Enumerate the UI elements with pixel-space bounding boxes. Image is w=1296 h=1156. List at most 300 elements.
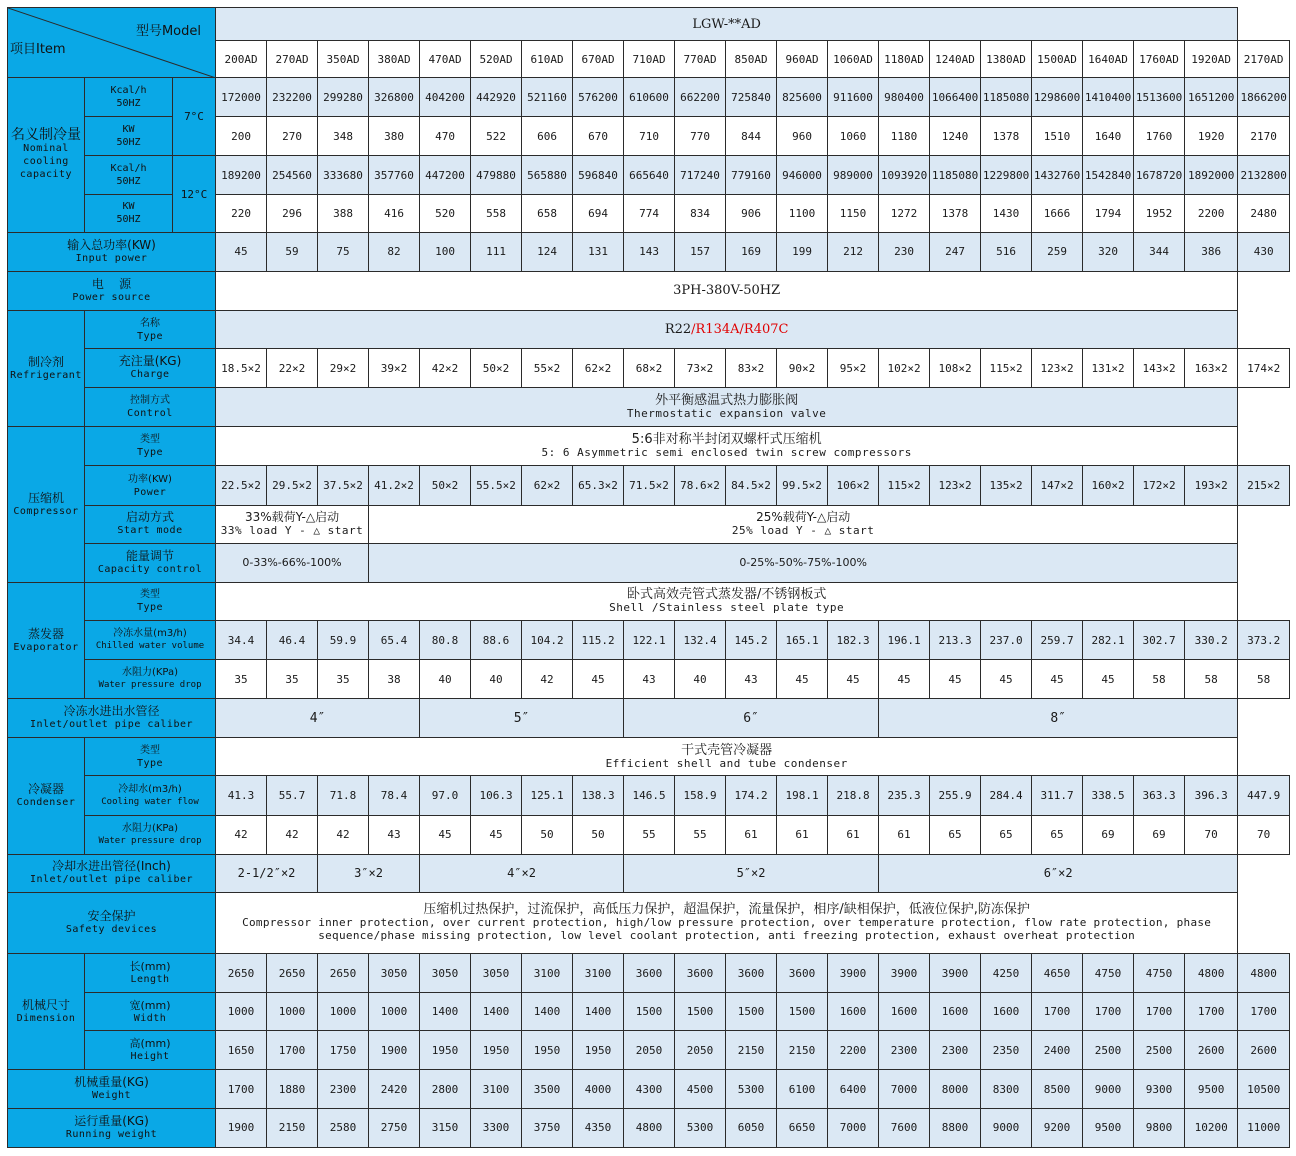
- charge-cell: 102×2: [879, 349, 930, 388]
- cooling-kcal-7-cell: 442920: [471, 78, 522, 117]
- condenser-drop-cell: 70: [1185, 815, 1238, 854]
- weight-cell: 1880: [267, 1070, 318, 1108]
- start-mode-a-en: 33% load Y - △ start: [220, 524, 364, 538]
- cooling-kcal-12-cell: 254560: [267, 156, 318, 194]
- cooling-kcal-12-cell: 779160: [726, 156, 777, 194]
- compressor-power-label: [85, 466, 216, 505]
- temp-12-label: 12°C: [173, 156, 216, 232]
- input-power-cell: 100: [420, 232, 471, 271]
- running-weight-label-cn: 运行重量(KG): [74, 1113, 149, 1128]
- compressor-power-cell: 22.5×2: [216, 466, 267, 505]
- weight-cell: 5300: [726, 1070, 777, 1108]
- cooling-kcal-12-cell: 1432760: [1032, 156, 1083, 194]
- evaporator-flow-cell: 104.2: [522, 620, 573, 659]
- input-power-cell: 516: [981, 232, 1032, 271]
- evaporator-flow-cell: 132.4: [675, 620, 726, 659]
- cooling-kw-12-cell: 694: [573, 194, 624, 232]
- cooling-kw-7-cell: 670: [573, 117, 624, 156]
- model-cell: 610AD: [522, 41, 573, 78]
- running-weight-cell: 5300: [675, 1108, 726, 1147]
- charge-cell: 163×2: [1185, 349, 1238, 388]
- corner-header: [8, 8, 216, 78]
- cooling-kw-12-cell: 1794: [1083, 194, 1134, 232]
- charge-cell: 42×2: [420, 349, 471, 388]
- condenser-flow-cell: 158.9: [675, 776, 726, 815]
- compressor-power-cell: 115×2: [879, 466, 930, 505]
- control-value-cn: 外平衡感温式热力膨胀阀: [655, 393, 799, 409]
- condenser-drop-cn: 水阻力(KPa): [121, 822, 179, 834]
- compressor-power-cell: 106×2: [828, 466, 879, 505]
- width-cell: 1400: [573, 993, 624, 1031]
- condenser-type-value-en: Efficient shell and tube condenser: [605, 756, 848, 770]
- condenser-flow-en: Cooling water flow: [101, 796, 199, 807]
- condenser-flow-cn: 冷却水(m3/h): [118, 783, 182, 795]
- power-source-label: [8, 271, 216, 310]
- running-weight-cell: 3150: [420, 1108, 471, 1147]
- evaporator-type-en: Type: [136, 602, 164, 614]
- height-cell: 1700: [267, 1031, 318, 1070]
- height-cell: 1950: [420, 1031, 471, 1070]
- evaporator-drop-cell: 35: [267, 660, 318, 699]
- safety-value-en-1: Compressor inner protection, over current protection, high/low pressure protection, over temperature protection, flow rate protection, phase: [242, 916, 1212, 930]
- control-label: [85, 388, 216, 427]
- compressor-power-cell: 147×2: [1032, 466, 1083, 505]
- evaporator-drop-cell: 45: [1083, 660, 1134, 699]
- cooling-kcal-12-cell: 447200: [420, 156, 471, 194]
- dimension-width-row: [8, 993, 1290, 1031]
- model-cell: 380AD: [369, 41, 420, 78]
- model-cell: 960AD: [777, 41, 828, 78]
- length-cell: 2650: [267, 954, 318, 993]
- model-cell: 710AD: [624, 41, 675, 78]
- height-cell: 2500: [1134, 1031, 1185, 1070]
- evaporator-label-cn: 蒸发器: [27, 626, 64, 641]
- chilled-pipe-5: 5″: [420, 699, 624, 738]
- compressor-power-cell: 78.6×2: [675, 466, 726, 505]
- input-power-cell: 230: [879, 232, 930, 271]
- running-weight-cell: 11000: [1238, 1108, 1290, 1147]
- cooling-kw-7-cell: 348: [318, 117, 369, 156]
- refrigerant-label: [8, 310, 85, 426]
- start-mode-a: [216, 505, 369, 543]
- cooling-kw-12-cell: 1100: [777, 194, 828, 232]
- chilled-pipe-row: [8, 699, 1290, 738]
- cooling-kcal-7-cell: 576200: [573, 78, 624, 117]
- input-power-cell: 45: [216, 232, 267, 271]
- dimension-height-row: [8, 1031, 1290, 1070]
- height-cell: 1900: [369, 1031, 420, 1070]
- width-cell: 1400: [420, 993, 471, 1031]
- condenser-flow-cell: 125.1: [522, 776, 573, 815]
- weight-cell: 2800: [420, 1070, 471, 1108]
- capacity-control-cn: 能量调节: [126, 548, 175, 563]
- dimension-length-row: [8, 954, 1290, 993]
- condenser-type-value: [216, 738, 1238, 776]
- cooling-kcal-7-cell: 1513600: [1134, 78, 1185, 117]
- evaporator-drop-label: [85, 660, 216, 699]
- cooling-pipe-label-cn: 冷却水进出管径(Inch): [52, 859, 171, 874]
- safety-value-cn: 压缩机过热保护，过流保护，高低压力保护，超温保护，流量保护，相序/缺相保护，低液位保护,防冻保护: [423, 902, 1030, 918]
- weight-label-en: Weight: [91, 1090, 132, 1101]
- evaporator-flow-cell: 88.6: [471, 620, 522, 659]
- length-cell: 4800: [1185, 954, 1238, 993]
- width-cell: 1000: [318, 993, 369, 1031]
- evaporator-type-row: [8, 582, 1290, 620]
- running-weight-cell: 2750: [369, 1108, 420, 1147]
- evaporator-drop-cell: 40: [471, 660, 522, 699]
- evaporator-flow-cell: 302.7: [1134, 620, 1185, 659]
- cooling-kcal-12-cell: 2132800: [1238, 156, 1290, 194]
- compressor-power-cell: 50×2: [420, 466, 471, 505]
- cooling-kcal-7-cell: 404200: [420, 78, 471, 117]
- compressor-type-value: [216, 427, 1238, 466]
- height-cell: 2150: [777, 1031, 828, 1070]
- start-mode-b-en: 25% load Y - △ start: [731, 524, 875, 538]
- evaporator-flow-cell: 196.1: [879, 620, 930, 659]
- running-weight-row: [8, 1108, 1290, 1147]
- weight-cell: 9500: [1185, 1070, 1238, 1108]
- cooling-kcal-7-cell: 232200: [267, 78, 318, 117]
- cooling-kcal-7-cell: 172000: [216, 78, 267, 117]
- width-cell: 1700: [1238, 993, 1290, 1031]
- height-cell: 2150: [726, 1031, 777, 1070]
- compressor-power-cell: 41.2×2: [369, 466, 420, 505]
- running-weight-cell: 3300: [471, 1108, 522, 1147]
- model-cell: 850AD: [726, 41, 777, 78]
- cooling-label-en-3: capacity: [19, 168, 73, 180]
- cooling-kcal-7-cell: 1185080: [981, 78, 1032, 117]
- condenser-drop-cell: 61: [828, 815, 879, 854]
- compressor-type-en: Type: [136, 447, 164, 459]
- length-cell: 3600: [624, 954, 675, 993]
- cooling-kw-12-cell: 1378: [930, 194, 981, 232]
- running-weight-cell: 3750: [522, 1108, 573, 1147]
- length-label: [85, 954, 216, 993]
- compressor-power-cell: 215×2: [1238, 466, 1290, 505]
- input-power-cell: 320: [1083, 232, 1134, 271]
- condenser-drop-cell: 61: [726, 815, 777, 854]
- capacity-control-a: 0-33%-66%-100%: [216, 543, 369, 582]
- cooling-pipe-label-en: Inlet/outlet pipe caliber: [30, 874, 194, 886]
- input-power-cell: 111: [471, 232, 522, 271]
- power-source-row: [8, 271, 1290, 310]
- height-cell: 1950: [471, 1031, 522, 1070]
- input-power-cell: 157: [675, 232, 726, 271]
- condenser-drop-cell: 55: [675, 815, 726, 854]
- condenser-flow-cell: 174.2: [726, 776, 777, 815]
- model-label: 型号Model: [135, 24, 202, 39]
- condenser-drop-cell: 70: [1238, 815, 1290, 854]
- evaporator-flow-cell: 115.2: [573, 620, 624, 659]
- width-label-cn: 宽(mm): [129, 998, 171, 1012]
- evaporator-flow-cell: 237.0: [981, 620, 1032, 659]
- input-power-cell: 169: [726, 232, 777, 271]
- cooling-pipe-5: 5″×2: [624, 854, 879, 892]
- length-cell: 3600: [675, 954, 726, 993]
- kcal-7-label: [85, 78, 173, 117]
- dimension-label-en: Dimension: [16, 1012, 76, 1024]
- evaporator-flow-cell: 80.8: [420, 620, 471, 659]
- width-cell: 1600: [930, 993, 981, 1031]
- compressor-power-cell: 37.5×2: [318, 466, 369, 505]
- evaporator-drop-cell: 45: [777, 660, 828, 699]
- running-weight-label-en: Running weight: [65, 1128, 158, 1140]
- cooling-kcal-12-cell: 333680: [318, 156, 369, 194]
- cooling-label-cn: 名义制冷量: [11, 126, 81, 143]
- weight-row: [8, 1070, 1290, 1108]
- weight-cell: 1700: [216, 1070, 267, 1108]
- evaporator-drop-cell: 58: [1185, 660, 1238, 699]
- spec-table: [7, 7, 1290, 1148]
- cooling-pipe-2-5: 2-1/2″×2: [216, 854, 318, 892]
- width-cell: 1700: [1032, 993, 1083, 1031]
- compressor-label-en: Compressor: [13, 505, 79, 517]
- weight-cell: 10500: [1238, 1070, 1290, 1108]
- capacity-control-en: Capacity control: [97, 563, 203, 575]
- hz-unit: 50HZ: [116, 137, 141, 149]
- input-power-cell: 430: [1238, 232, 1290, 271]
- charge-cell: 29×2: [318, 349, 369, 388]
- chilled-pipe-6: 6″: [624, 699, 879, 738]
- control-label-cn: 控制方式: [130, 395, 170, 407]
- cooling-kcal-12-cell: 1229800: [981, 156, 1032, 194]
- weight-cell: 8300: [981, 1070, 1032, 1108]
- compressor-label: [8, 427, 85, 583]
- cooling-kcal-7-cell: 610600: [624, 78, 675, 117]
- length-cell: 3050: [369, 954, 420, 993]
- start-mode-en: Start mode: [117, 525, 183, 537]
- safety-label-cn: 安全保护: [87, 908, 136, 923]
- length-cell: 3100: [522, 954, 573, 993]
- condenser-drop-row: [8, 815, 1290, 854]
- length-cell: 3050: [420, 954, 471, 993]
- cooling-kcal-7-cell: 662200: [675, 78, 726, 117]
- evaporator-drop-cell: 35: [216, 660, 267, 699]
- cooling-kw-12-cell: 220: [216, 194, 267, 232]
- evaporator-drop-cell: 42: [522, 660, 573, 699]
- evaporator-drop-cell: 45: [828, 660, 879, 699]
- evaporator-flow-cell: 46.4: [267, 620, 318, 659]
- cooling-kw-12-cell: 658: [522, 194, 573, 232]
- condenser-type-row: [8, 738, 1290, 776]
- running-weight-cell: 6050: [726, 1108, 777, 1147]
- evaporator-flow-cell: 65.4: [369, 620, 420, 659]
- cooling-kw-7-cell: 200: [216, 117, 267, 156]
- compressor-capacity-row: [8, 543, 1290, 582]
- start-mode-a-cn: 33%载荷Y-△启动: [244, 510, 340, 525]
- refrigerant-r22: R22: [664, 322, 692, 338]
- model-cell: 1240AD: [930, 41, 981, 78]
- condenser-flow-cell: 284.4: [981, 776, 1032, 815]
- weight-cell: 3100: [471, 1070, 522, 1108]
- width-cell: 1700: [1134, 993, 1185, 1031]
- input-power-cell: 344: [1134, 232, 1185, 271]
- cooling-pipe-label: [8, 854, 216, 892]
- model-cell: 1180AD: [879, 41, 930, 78]
- evaporator-flow-cell: 182.3: [828, 620, 879, 659]
- condenser-drop-cell: 50: [573, 815, 624, 854]
- weight-cell: 8500: [1032, 1070, 1083, 1108]
- compressor-power-cell: 193×2: [1185, 466, 1238, 505]
- cooling-kw-7-cell: 844: [726, 117, 777, 156]
- charge-label-en: Charge: [130, 369, 170, 381]
- length-cell: 4650: [1032, 954, 1083, 993]
- evaporator-flow-cell: 165.1: [777, 620, 828, 659]
- model-cell: 270AD: [267, 41, 318, 78]
- charge-cell: 95×2: [828, 349, 879, 388]
- condenser-flow-cell: 55.7: [267, 776, 318, 815]
- cooling-kw-12-cell: 1430: [981, 194, 1032, 232]
- length-label-en: Length: [130, 974, 170, 986]
- running-weight-cell: 9000: [981, 1108, 1032, 1147]
- charge-cell: 115×2: [981, 349, 1032, 388]
- cooling-kcal-7-cell: 1298600: [1032, 78, 1083, 117]
- evaporator-drop-cell: 45: [930, 660, 981, 699]
- weight-cell: 2300: [318, 1070, 369, 1108]
- cooling-kw-12-cell: 834: [675, 194, 726, 232]
- header-row-series: [8, 8, 1290, 41]
- cooling-kcal-12-cell: 1678720: [1134, 156, 1185, 194]
- width-cell: 1600: [981, 993, 1032, 1031]
- running-weight-cell: 1900: [216, 1108, 267, 1147]
- cooling-kw-12-cell: 906: [726, 194, 777, 232]
- compressor-power-cell: 55.5×2: [471, 466, 522, 505]
- refrigerant-type-en: Type: [136, 330, 164, 342]
- condenser-type-cn: 类型: [140, 744, 160, 756]
- kw-unit: KW: [122, 124, 135, 136]
- charge-cell: 131×2: [1083, 349, 1134, 388]
- compressor-power-en: Power: [133, 486, 167, 498]
- weight-label: [8, 1070, 216, 1108]
- cooling-kw-12-cell: 558: [471, 194, 522, 232]
- length-cell: 4250: [981, 954, 1032, 993]
- cooling-kw-7-cell: 770: [675, 117, 726, 156]
- cooling-kw-12-cell: 520: [420, 194, 471, 232]
- control-value-en: Thermostatic expansion valve: [626, 407, 827, 421]
- charge-cell: 22×2: [267, 349, 318, 388]
- weight-cell: 9000: [1083, 1070, 1134, 1108]
- weight-cell: 6100: [777, 1070, 828, 1108]
- cooling-kcal-12-cell: 665640: [624, 156, 675, 194]
- condenser-drop-cell: 61: [879, 815, 930, 854]
- refrigerant-type-label: [85, 310, 216, 348]
- refrigerant-control-row: [8, 388, 1290, 427]
- compressor-start-row: [8, 505, 1290, 543]
- input-power-cell: 59: [267, 232, 318, 271]
- chilled-pipe-label-en: Inlet/outlet pipe caliber: [30, 719, 194, 731]
- width-cell: 1500: [624, 993, 675, 1031]
- weight-cell: 4500: [675, 1070, 726, 1108]
- evaporator-drop-en: Water pressure drop: [98, 680, 202, 691]
- input-power-cell: 143: [624, 232, 675, 271]
- condenser-type-value-cn: 干式壳管冷凝器: [681, 742, 773, 758]
- safety-label: [8, 892, 216, 953]
- evaporator-flow-cell: 213.3: [930, 620, 981, 659]
- weight-cell: 8000: [930, 1070, 981, 1108]
- temp-7-label: 7°C: [173, 78, 216, 156]
- evaporator-drop-cell: 45: [879, 660, 930, 699]
- condenser-flow-cell: 106.3: [471, 776, 522, 815]
- condenser-flow-cell: 41.3: [216, 776, 267, 815]
- weight-cell: 9300: [1134, 1070, 1185, 1108]
- condenser-flow-cell: 255.9: [930, 776, 981, 815]
- condenser-label-cn: 冷凝器: [27, 782, 64, 797]
- length-cell: 3600: [777, 954, 828, 993]
- input-power-cell: 124: [522, 232, 573, 271]
- evaporator-flow-cell: 259.7: [1032, 620, 1083, 659]
- evaporator-drop-cell: 45: [1032, 660, 1083, 699]
- kcal-unit: Kcal/h: [110, 163, 147, 175]
- cooling-kw-7-cell: 960: [777, 117, 828, 156]
- weight-cell: 3500: [522, 1070, 573, 1108]
- weight-cell: 6400: [828, 1070, 879, 1108]
- kw-7-label: [85, 117, 173, 156]
- charge-cell: 83×2: [726, 349, 777, 388]
- evaporator-type-label: [85, 582, 216, 620]
- length-cell: 4750: [1134, 954, 1185, 993]
- cooling-kw-12-cell: 2200: [1185, 194, 1238, 232]
- length-cell: 3900: [879, 954, 930, 993]
- evaporator-type-value-en: Shell /Stainless steel plate type: [609, 601, 845, 615]
- cooling-kcal-7-cell: 825600: [777, 78, 828, 117]
- cooling-pipe-row: [8, 854, 1290, 892]
- compressor-label-cn: 压缩机: [27, 490, 64, 505]
- length-cell: 3900: [828, 954, 879, 993]
- cooling-kw-7-cell: 1180: [879, 117, 930, 156]
- dimension-label-cn: 机械尺寸: [21, 997, 70, 1012]
- width-cell: 1600: [879, 993, 930, 1031]
- cooling-pipe-4: 4″×2: [420, 854, 624, 892]
- condenser-flow-cell: 235.3: [879, 776, 930, 815]
- condenser-drop-cell: 45: [471, 815, 522, 854]
- model-cell: 520AD: [471, 41, 522, 78]
- charge-cell: 90×2: [777, 349, 828, 388]
- hz-unit: 50HZ: [116, 98, 141, 110]
- cooling-kcal-12-cell: 1185080: [930, 156, 981, 194]
- input-power-row: [8, 232, 1290, 271]
- safety-value: [216, 892, 1238, 953]
- cooling-kw-7-cell: 522: [471, 117, 522, 156]
- cooling-kcal-12-cell: 1542840: [1083, 156, 1134, 194]
- evaporator-drop-cell: 38: [369, 660, 420, 699]
- input-power-cell: 131: [573, 232, 624, 271]
- length-cell: 3050: [471, 954, 522, 993]
- condenser-drop-cell: 42: [267, 815, 318, 854]
- cooling-kw-12-cell: 388: [318, 194, 369, 232]
- cooling-label-en-1: Nominal: [23, 142, 69, 154]
- width-cell: 1700: [1083, 993, 1134, 1031]
- control-value: [216, 388, 1238, 427]
- width-label-en: Width: [133, 1012, 167, 1024]
- evaporator-flow-row: [8, 620, 1290, 659]
- running-weight-cell: 8800: [930, 1108, 981, 1147]
- compressor-power-cell: 172×2: [1134, 466, 1185, 505]
- capacity-control-b: 0-25%-50%-75%-100%: [369, 543, 1238, 582]
- height-cell: 2200: [828, 1031, 879, 1070]
- condenser-flow-cell: 97.0: [420, 776, 471, 815]
- cooling-kw-7-cell: 2170: [1238, 117, 1290, 156]
- height-cell: 2400: [1032, 1031, 1083, 1070]
- compressor-type-cn: 类型: [140, 434, 160, 446]
- condenser-drop-cell: 45: [420, 815, 471, 854]
- cooling-kcal-12-cell: 357760: [369, 156, 420, 194]
- refrigerant-label-cn: 制冷剂: [27, 354, 64, 369]
- condenser-drop-cell: 50: [522, 815, 573, 854]
- power-source-label-en: Power source: [72, 291, 151, 303]
- evaporator-drop-cell: 40: [675, 660, 726, 699]
- condenser-label-en: Condenser: [16, 797, 76, 809]
- start-mode-cn: 启动方式: [126, 510, 175, 525]
